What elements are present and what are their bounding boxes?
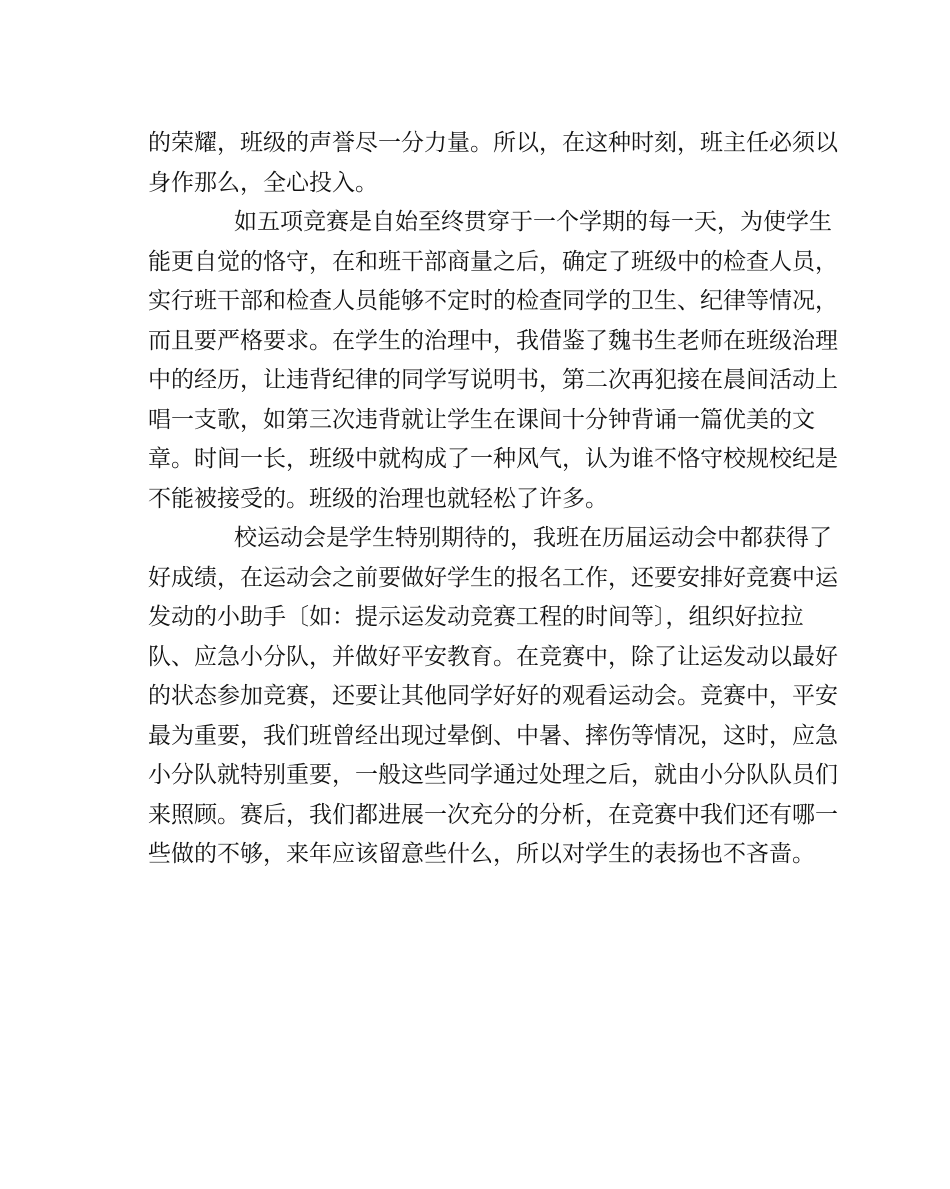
text-line: 好成绩，在运动会之前要做好学生的报名工作，还要安排好竞赛中运 xyxy=(148,564,838,591)
text-line: 些做的不够，来年应该留意些什么，所以对学生的表扬也不吝啬。 xyxy=(148,841,815,867)
text-line: 的状态参加竞赛，还要让其他同学好好的观看运动会。竞赛中，平安 xyxy=(148,683,838,709)
text-line: 的荣耀，班级的声誉尽一分力量。所以，在这种时刻，班主任必须以 xyxy=(148,130,838,156)
body-text xyxy=(148,124,838,875)
text-line: 小分队就特别重要，一般这些同学通过处理之后，就由小分队队员们 xyxy=(148,762,838,788)
text-line: 队、应急小分队，并做好平安教育。在竞赛中，除了让运发动以最好 xyxy=(148,643,838,670)
text-line: 中的经历，让违背纪律的同学写说明书，第二次再犯接在晨间活动上 xyxy=(148,367,838,393)
text-line: 唱一支歌，如第三次违背就让学生在课间十分钟背诵一篇优美的文 xyxy=(148,406,815,433)
text-line: 发动的小助手〔如：提示运发动竞赛工程的时间等〕，组织好拉拉 xyxy=(148,604,804,630)
text-line: 身作那么，全心投入。 xyxy=(148,169,378,196)
text-line: 来照顾。赛后，我们都进展一次充分的分析，在竞赛中我们还有哪一 xyxy=(148,801,838,828)
text-line: 不能被接受的。班级的治理也就轻松了许多。 xyxy=(148,485,608,512)
text-line: 如五项竞赛是自始至终贯穿于一个学期的每一天，为使学生 xyxy=(234,209,832,235)
text-line: 能更自觉的恪守，在和班干部商量之后，确定了班级中的检查人员， xyxy=(148,248,838,275)
text-line: 实行班干部和检查人员能够不定时的检查同学的卫生、纪律等情况， xyxy=(148,288,838,314)
text-line: 章。时间一长，班级中就构成了一种风气，认为谁不恪守校规校纪是 xyxy=(148,446,838,472)
text-line: 而且要严格要求。在学生的治理中，我借鉴了魏书生老师在班级治理 xyxy=(148,327,838,354)
text-line: 校运动会是学生特别期待的，我班在历届运动会中都获得了 xyxy=(234,525,832,551)
paragraph-2 xyxy=(148,203,838,519)
text-line: 最为重要，我们班曾经出现过晕倒、中暑、摔伤等情况，这时，应急 xyxy=(148,722,838,749)
paragraph-3 xyxy=(148,519,838,875)
paragraph-1 xyxy=(148,124,838,203)
